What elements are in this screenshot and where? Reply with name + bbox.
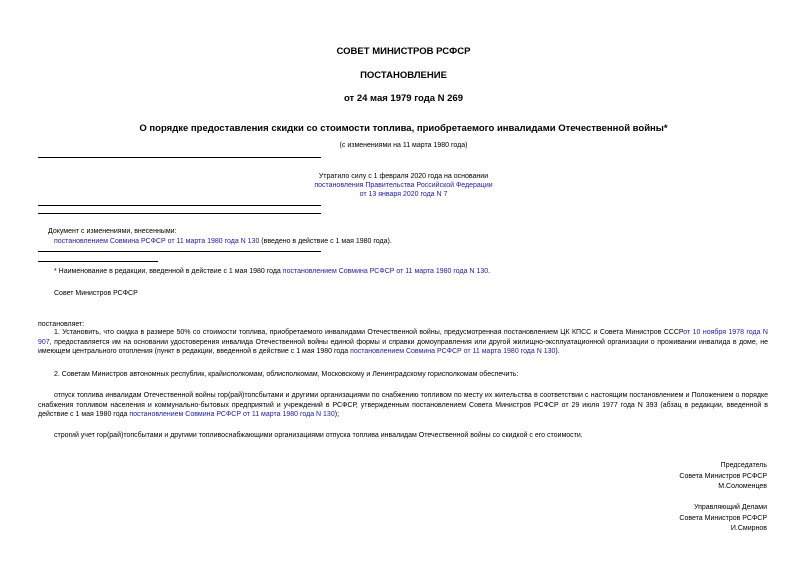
signature-role: Председатель xyxy=(720,462,767,469)
paragraph-1: 1. Установить, что скидка в размере 50% со стоимости топлива, приобретаемого инвалидами Отечественной войны, предусмотренная постановлением ЦК КПСС и Совета Министров СССРот 10 ноября 1978 года N 907, предоставляется им на основании удостоверения инвалида Отечественной войны единой формы и справки домоуправления или другой жилищно-эксплуатационной организации о проживании инвалида в доме, не имеющем центрального отопления (пункт в редакции, введенной в действие с 1 мая 1980 года постановлением Совмина РСФСР от 11 марта 1980 года N 130). xyxy=(38,329,768,355)
divider xyxy=(38,157,321,158)
signature-block-2 xyxy=(679,503,767,535)
signature-name: М.Соломенцев xyxy=(718,483,767,490)
document-title: О порядке предоставления скидки со стоимости топлива, приобретаемого инвалидами Отечественной войны* xyxy=(139,123,668,134)
divider xyxy=(38,205,321,206)
date-number-heading: от 24 мая 1979 года N 269 xyxy=(343,93,464,104)
doc-type-heading: ПОСТАНОВЛЕНИЕ xyxy=(360,70,447,81)
p3-link[interactable]: постановлением Совмина РСФСР от 11 марта 1980 года N 130 xyxy=(129,411,335,418)
expired-link-1[interactable]: постановления Правительства Российской Федерации xyxy=(314,182,493,189)
issuer: Совет Министров РСФСР xyxy=(54,290,138,297)
p1-link-1[interactable]: от 10 ноября 1978 года N 907 xyxy=(38,329,768,346)
signature-role: Совета Министров РСФСР xyxy=(679,514,767,522)
paragraph-4: строгий учет гор(рай)топсбытами и другими топливоснабжающими организациями отпуска топлива инвалидам Отечественной войны со скидкой с его стоимости. xyxy=(54,432,583,439)
paragraph-3: отпуск топлива инвалидам Отечественной войны гор(рай)топсбытами и другими организациями по снабжению топливом по месту их жительства в соответствии с настоящим постановлением и Положением о порядке снабжения топливом населения и коммунально-бытовых предприятий и учреждений в РСФСР, утвержденным постановлением Совета Министров РСФСР от 29 июля 1977 года N 393 (абзац в редакции, введенной в действие с 1 мая 1980 года постановлением Совмина РСФСР от 11 марта 1980 года N 130); xyxy=(38,392,768,418)
amendments-note: (с изменениями на 11 марта 1980 года) xyxy=(339,142,468,149)
signature-role: Управляющий Делами xyxy=(693,504,767,511)
footnote-link[interactable]: постановлением Совмина РСФСР от 11 марта 1980 года N 130 xyxy=(282,268,489,275)
signature-block-1 xyxy=(679,461,767,493)
changes-intro: Документ с изменениями, внесенными: xyxy=(48,228,177,235)
divider xyxy=(38,251,321,252)
changes-link[interactable]: постановлением Совмина РСФСР от 11 марта 1980 года N 130 xyxy=(54,238,260,245)
p1-link-2[interactable]: постановлением Совмина РСФСР от 11 марта 1980 года N 130 xyxy=(350,348,556,355)
changes-line: постановлением Совмина РСФСР от 11 марта 1980 года N 130 (введено в действие с 1 мая 1980 года). xyxy=(54,238,392,245)
footnote: * Наименование в редакции, введенной в действие с 1 мая 1980 года постановлением Совмина РСФСР от 11 марта 1980 года N 130. xyxy=(54,268,491,275)
expired-note: Утратило силу с 1 февраля 2020 года на основании xyxy=(318,173,489,180)
signature-name: И.Смирнов xyxy=(730,525,767,532)
footnote-divider xyxy=(38,261,158,262)
resolves: постановляет: xyxy=(38,321,85,328)
org-heading: СОВЕТ МИНИСТРОВ РСФСР xyxy=(336,46,471,57)
signature-role: Совета Министров РСФСР xyxy=(679,472,767,480)
expired-link-2[interactable]: от 13 января 2020 года N 7 xyxy=(359,191,448,198)
paragraph-2: 2. Советам Министров автономных республик, крайисполкомам, облисполкомам, Московскому и Ленинградскому горисполкомам обеспечить: xyxy=(54,371,519,378)
divider xyxy=(38,213,321,214)
